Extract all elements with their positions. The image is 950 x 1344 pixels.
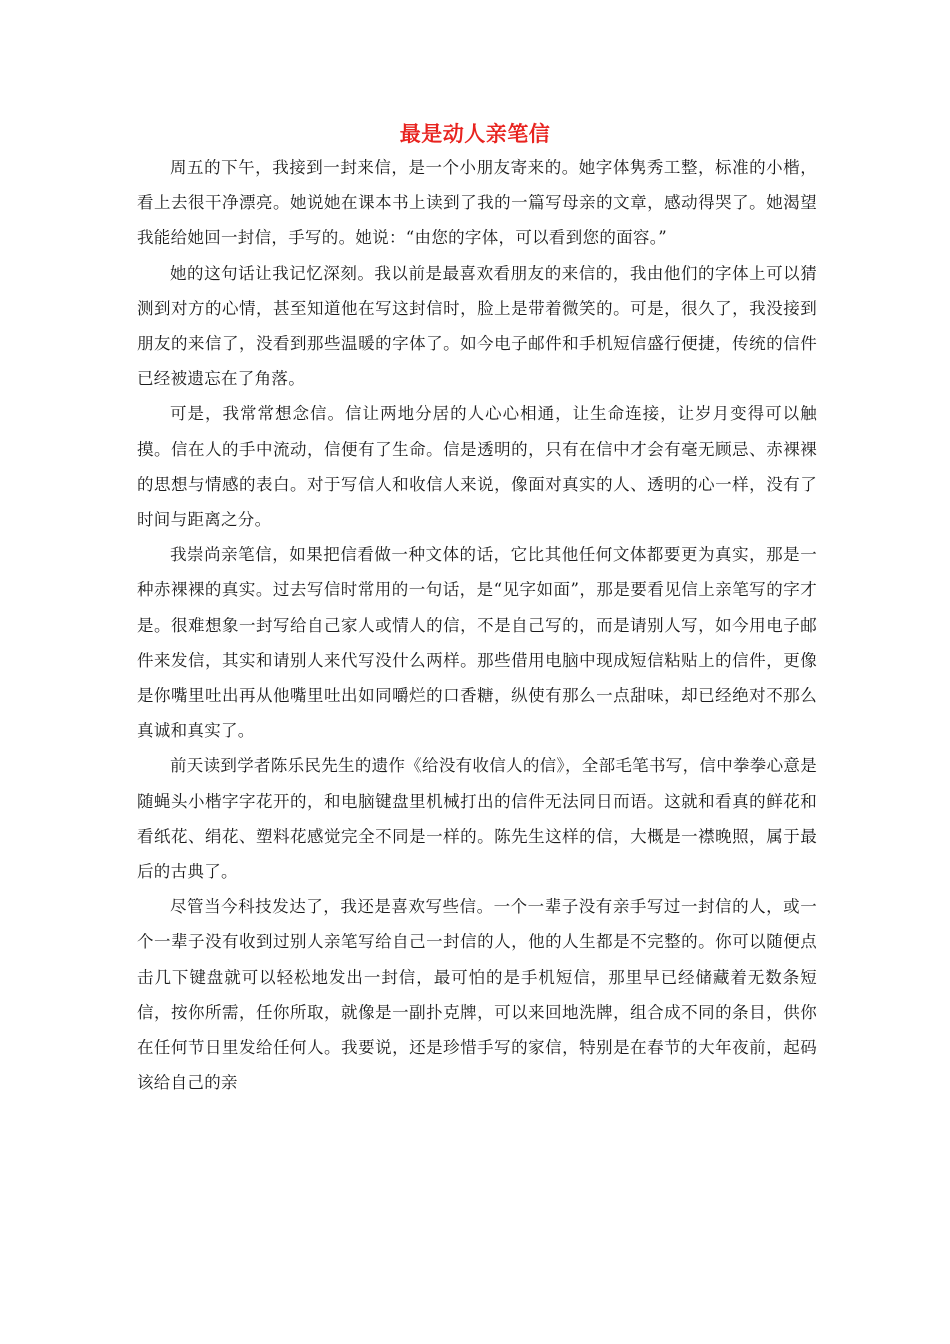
paragraph-5: 前天读到学者陈乐民先生的遗作《给没有收信人的信》，全部毛笔书写，信中拳拳心意是随蝇头小楷字字花开的，和电脑键盘里机械打出的信件无法同日而语。这就和看真的鲜花和看纸花、绢花、塑料花感觉完全不同是一样的。陈先生这样的信，大概是一襟晚照，属于最后的古典了。 (137, 756, 817, 882)
paragraph-2: 她的这句话让我记忆深刻。我以前是最喜欢看朋友的来信的，我由他们的字体上可以猜测到对方的心情，甚至知道他在写这封信时，脸上是带着微笑的。可是，很久了，我没接到朋友的来信了，没看到那些温暖的字体了。如今电子邮件和手机短信盛行便捷，传统的信件已经被遗忘在了角落。 (137, 263, 817, 389)
article-body (137, 150, 817, 1100)
paragraph-3: 可是，我常常想念信。信让两地分居的人心心相通，让生命连接，让岁月变得可以触摸。信在人的手中流动，信便有了生命。信是透明的，只有在信中才会有毫无顾忌、赤裸裸的思想与情感的表白。对于写信人和收信人来说，像面对真实的人、透明的心一样，没有了时间与距离之分。 (137, 404, 817, 530)
article-title: 最是动人亲笔信 (399, 121, 551, 146)
paragraph-4: 我崇尚亲笔信，如果把信看做一种文体的话，它比其他任何文体都要更为真实，那是一种赤裸裸的真实。过去写信时常用的一句话，是“见字如面”，那是要看见信上亲笔写的字才是。很难想象一封写给自己家人或情人的信，不是自己写的，而是请别人写，如今用电子邮件来发信，其实和请别人来代写没什么两样。那些借用电脑中现成短信粘贴上的信件，更像是你嘴里吐出再从他嘴里吐出如同嚼烂的口香糖，纵使有那么一点甜味，却已经绝对不那么真诚和真实了。 (137, 545, 817, 741)
paragraph-1: 周五的下午，我接到一封来信，是一个小朋友寄来的。她字体隽秀工整，标准的小楷，看上去很干净漂亮。她说她在课本书上读到了我的一篇写母亲的文章，感动得哭了。她渴望我能给她回一封信，手写的。她说：“由您的字体，可以看到您的面容。” (137, 158, 817, 248)
paragraph-6: 尽管当今科技发达了，我还是喜欢写些信。一个一辈子没有亲手写过一封信的人，或一个一辈子没有收到过别人亲笔写给自己一封信的人，他的人生都是不完整的。你可以随便点击几下键盘就可以轻松地发出一封信，最可怕的是手机短信，那里早已经储藏着无数条短信，按你所需，任你所取，就像是一副扑克牌，可以来回地洗牌，组合成不同的条目，供你在任何节日里发给任何人。我要说，还是珍惜手写的家信，特别是在春节的大年夜前，起码该给自己的亲 (137, 897, 817, 1093)
